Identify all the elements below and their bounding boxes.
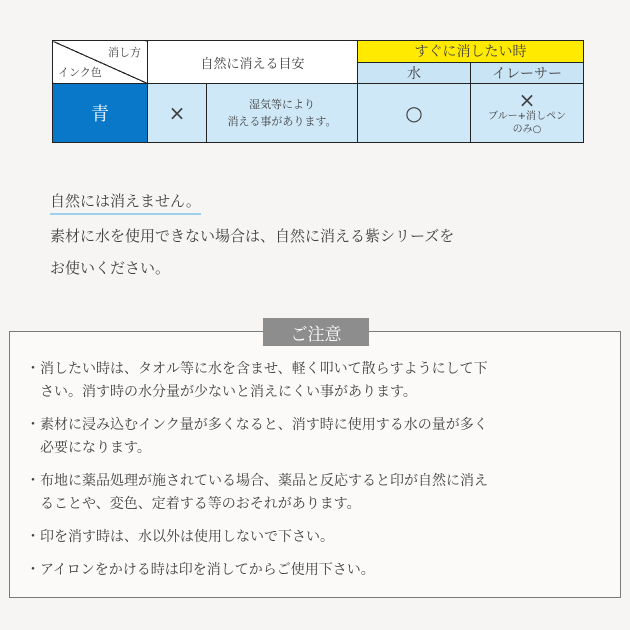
caution-item [26, 414, 608, 460]
caution-item-line1: 印を消す時は、水以外は使用しないで下さい。 [40, 529, 334, 545]
caution-item [26, 470, 608, 516]
bullet-icon: ・ [26, 562, 40, 578]
erase-method-table [52, 40, 584, 143]
corner-header-cell [53, 41, 148, 84]
bullet-icon: ・ [26, 361, 40, 377]
cross-mark-icon: × [168, 100, 186, 125]
caution-item-line1: 布地に薬品処理が施されている場合、薬品と反応すると印が自然に消え [40, 473, 488, 489]
ink-color-label: インク色 [58, 66, 102, 79]
eraser-result-cell [471, 84, 584, 143]
natural-fade-symbol-cell [148, 84, 207, 143]
natural-note-line2: 消える事があります。 [227, 115, 337, 128]
caution-item-line1: 消したい時は、タオル等に水を含ませ、軽く叩いて散らすようにして下 [40, 361, 488, 377]
notice-body-line1: 素材に水を使用できない場合は、自然に消える紫シリーズを [50, 227, 455, 245]
caution-item [26, 526, 608, 549]
cross-mark-icon: × [518, 88, 536, 112]
bullet-icon: ・ [26, 529, 40, 545]
eraser-note-line2: のみ○ [512, 124, 542, 135]
eraser-note-line1: ブルー+消しペン [488, 111, 566, 122]
eraser-header: イレーサー [471, 62, 584, 84]
water-header: 水 [358, 62, 471, 84]
caution-title: ご注意 [263, 318, 369, 346]
erase-method-label: 消し方 [108, 46, 141, 59]
quick-erase-header: すぐに消したい時 [358, 41, 584, 63]
circle-mark-icon: ○ [405, 100, 423, 125]
caution-item [26, 358, 608, 404]
natural-fade-header: 自然に消える目安 [148, 41, 358, 84]
caution-item [26, 559, 608, 582]
caution-item-line2: さい。消す時の水分量が少ないと消えにくい事があります。 [40, 384, 417, 400]
caution-item-line1: アイロンをかける時は印を消してからご使用下さい。 [40, 562, 375, 578]
ink-color-blue-cell: 青 [53, 84, 148, 143]
natural-note-line1: 湿気等により [249, 98, 315, 111]
water-result-cell [358, 84, 471, 143]
bullet-icon: ・ [26, 417, 40, 433]
caution-item-line2: 必要になります。 [40, 440, 151, 456]
notice-heading: 自然には消えません。 [50, 190, 201, 215]
notice-body-line2: お使いください。 [50, 259, 171, 277]
natural-fade-note-cell [207, 84, 358, 143]
caution-list [26, 358, 608, 592]
bullet-icon: ・ [26, 473, 40, 489]
caution-item-line2: ることや、変色、定着する等のおそれがあります。 [40, 496, 361, 512]
notice-body [50, 220, 610, 284]
caution-item-line1: 素材に浸み込むインク量が多くなると、消す時に使用する水の量が多く [40, 417, 488, 433]
